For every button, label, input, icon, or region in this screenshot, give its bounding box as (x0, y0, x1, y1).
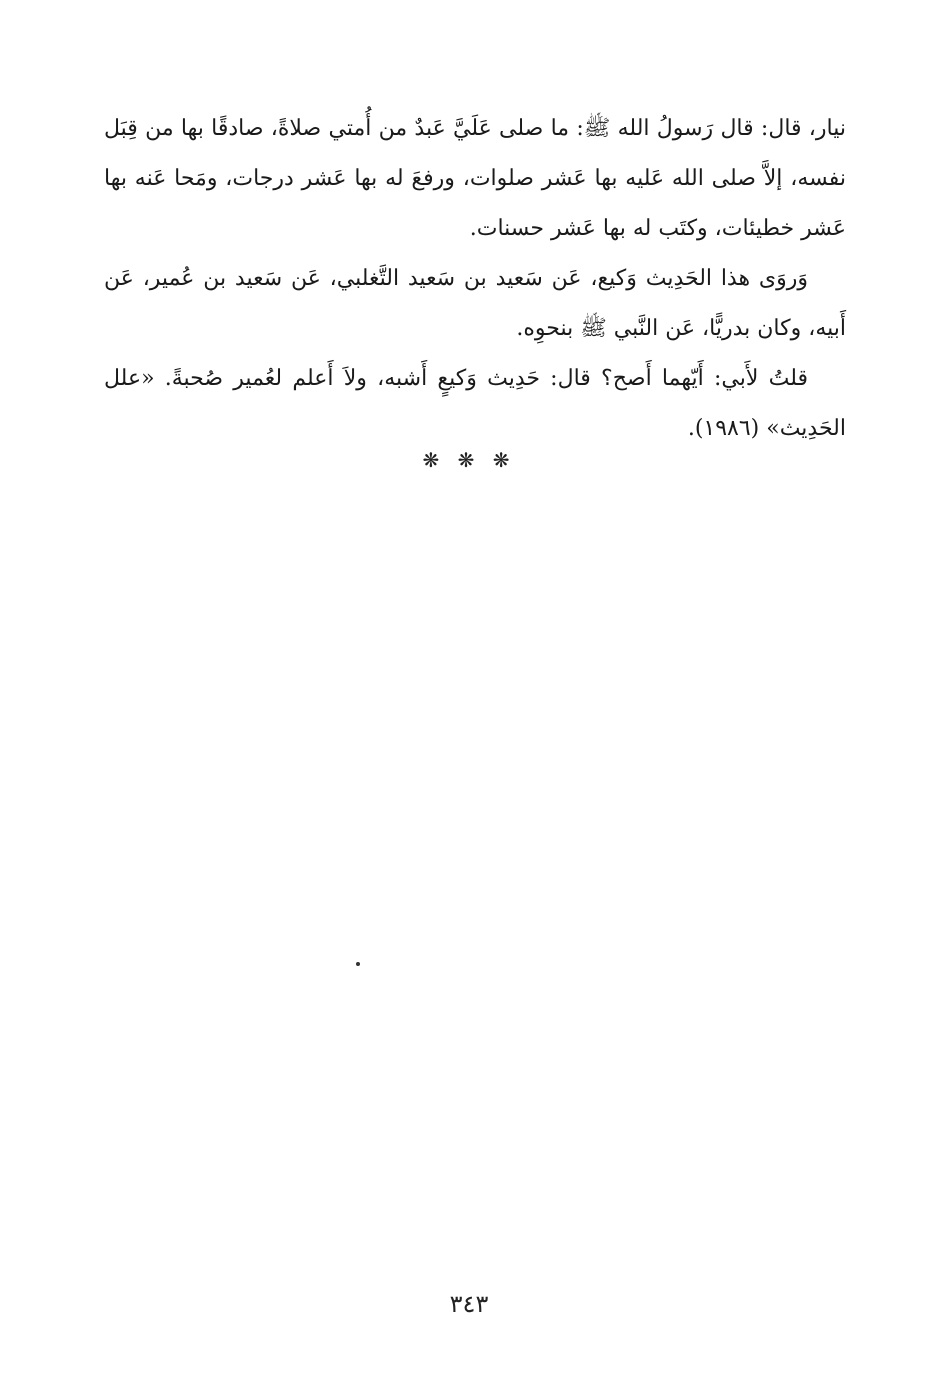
paragraph-narration-chain: وَروَى هذا الحَدِيث وَكيع، عَن سَعيد بن سَعيد التَّغلبي، عَن سَعيد بن عُمير، عَن أَبيه، وكان بدريًّا، عَن النَّبي ﷺ بنحوِه. (104, 266, 846, 341)
main-text (104, 104, 846, 454)
paragraph-commentary: قلتُ لأَبي: أَيّهما أَصح؟ قال: حَدِيث وَكيعٍ أَشبه، ولاَ أَعلم لعُمير صُحبةً. «علل الحَدِيث» (١٩٨٦). (104, 366, 846, 441)
ink-speck (356, 962, 360, 966)
paragraph-hadith-text: نيار، قال: قال رَسولُ الله ﷺ: ما صلى عَلَيَّ عَبدٌ من أُمتي صلاةً، صادقًا بها من قِبَل نفسه، إلاَّ صلى الله عَليه بها عَشر صلوات، ورفعَ له بها عَشر درجات، ومَحا عَنه بها عَشر خطيئات، وكتَب له بها عَشر حسنات. (104, 116, 846, 241)
section-separator: ❋ ❋ ❋ (422, 448, 516, 472)
page-number: ٣٤٣ (449, 1290, 489, 1318)
